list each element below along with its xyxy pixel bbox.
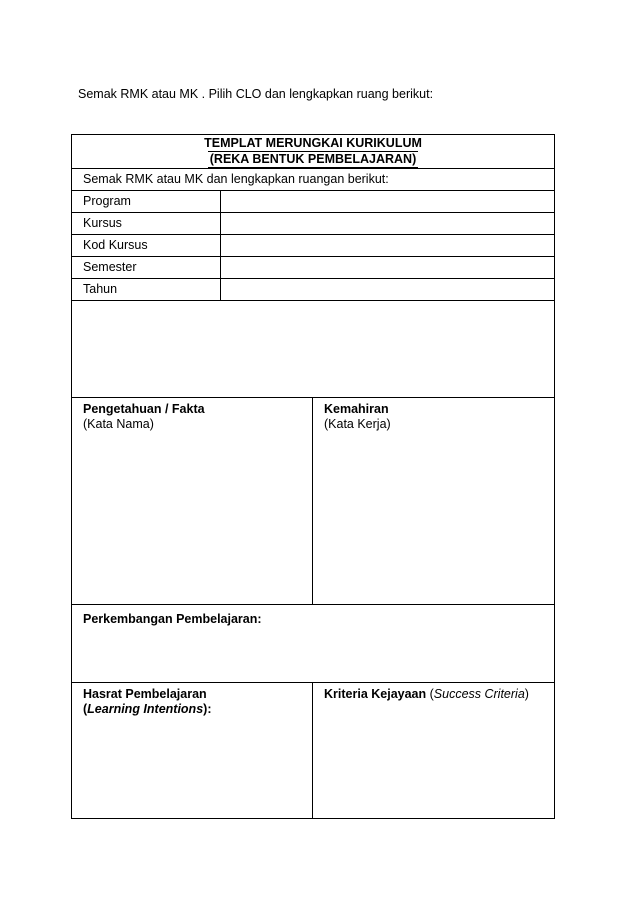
progression-title: Perkembangan Pembelajaran: [83, 612, 262, 626]
curriculum-template-table [71, 134, 555, 819]
field-value-tahun[interactable] [221, 279, 555, 301]
criteria-close-paren: ) [524, 687, 529, 701]
intentions-cell[interactable] [72, 683, 313, 819]
intentions-subtitle: Learning Intentions [87, 702, 204, 716]
field-value-semester[interactable] [221, 257, 555, 279]
intentions-open-paren: ( [83, 702, 88, 716]
criteria-cell[interactable] [313, 683, 555, 819]
intentions-close-paren: ): [203, 702, 212, 716]
field-label-tahun: Tahun [72, 279, 221, 301]
field-label-kod-kursus: Kod Kursus [72, 235, 221, 257]
field-value-kod-kursus[interactable] [221, 235, 555, 257]
skills-title: Kemahiran [324, 402, 389, 416]
intro-instruction: Semak RMK atau MK . Pilih CLO dan lengkapkan ruang berikut: [78, 87, 434, 101]
template-title-line1: TEMPLAT MERUNGKAI KURIKULUM [204, 136, 422, 150]
field-label-program: Program [72, 191, 221, 213]
field-value-program[interactable] [221, 191, 555, 213]
skills-cell[interactable] [313, 398, 555, 605]
template-title-line2: (REKA BENTUK PEMBELAJARAN) [209, 152, 417, 166]
blank-area[interactable] [72, 301, 555, 398]
knowledge-cell[interactable] [72, 398, 313, 605]
template-title [72, 135, 555, 169]
criteria-open-paren: ( [426, 687, 434, 701]
field-label-semester: Semester [72, 257, 221, 279]
intentions-title: Hasrat Pembelajaran [83, 687, 207, 701]
skills-subtitle: (Kata Kerja) [324, 417, 391, 431]
criteria-title: Kriteria Kejayaan [324, 687, 427, 701]
knowledge-title: Pengetahuan / Fakta [83, 402, 205, 416]
field-value-kursus[interactable] [221, 213, 555, 235]
template-instruction: Semak RMK atau MK dan lengkapkan ruangan berikut: [72, 169, 555, 191]
field-label-kursus: Kursus [72, 213, 221, 235]
criteria-subtitle: Success Criteria [433, 687, 525, 701]
knowledge-subtitle: (Kata Nama) [83, 417, 154, 431]
progression-cell[interactable] [72, 605, 555, 683]
